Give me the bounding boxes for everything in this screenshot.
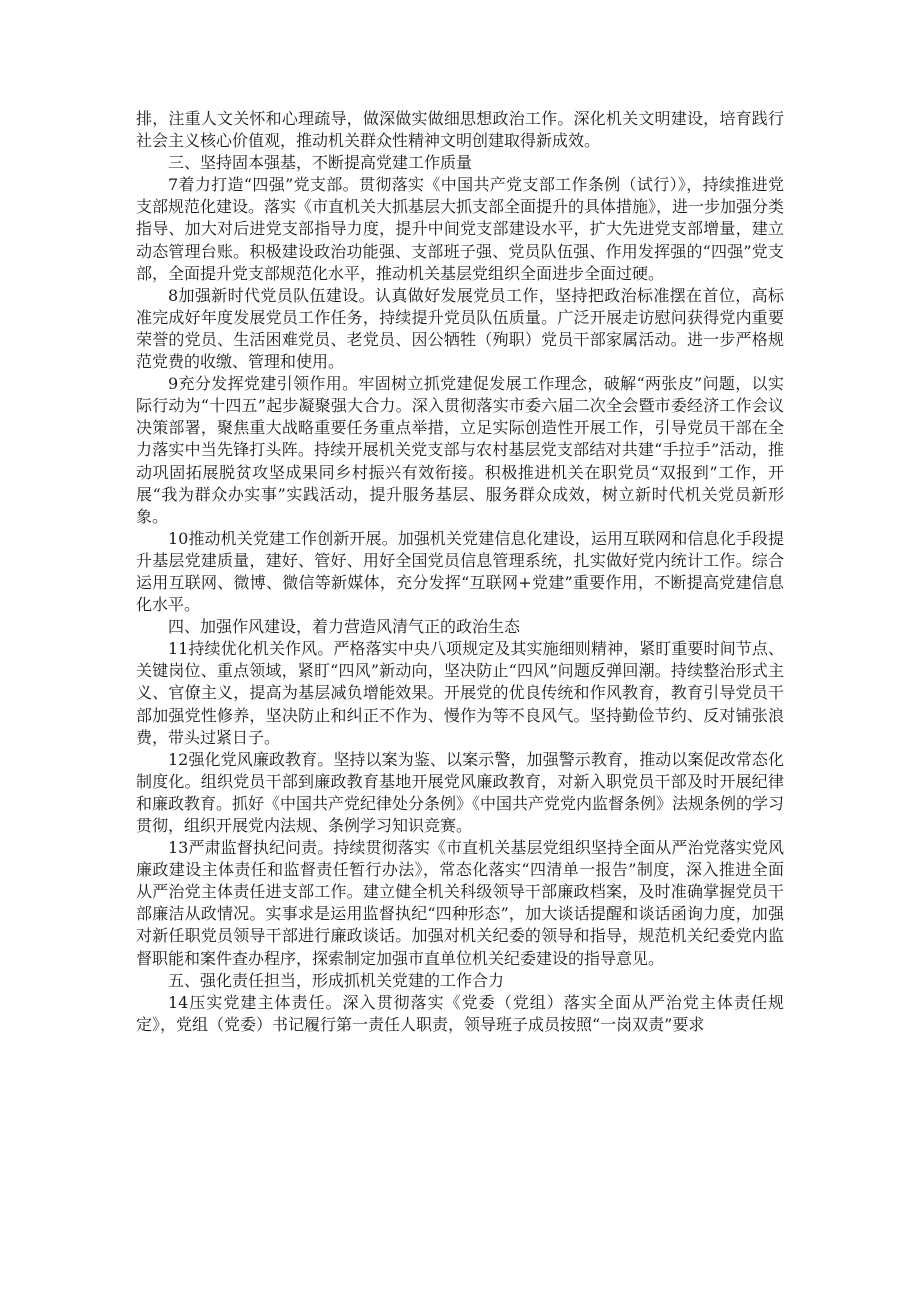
document-page [136, 108, 784, 1036]
paragraph-item-7: 7着力打造“四强”党支部。贯彻落实《中国共产党支部工作条例（试行）》，持续推进党支部规范化建设。落实《市直机关大抓基层大抓支部全面提升的具体措施》，进一步加强分类指导、加大对后进党支部指导力度，提升中间党支部建设水平，扩大先进党支部增量，建立动态管理台账。积极建设政治功能强、支部班子强、党员队伍强、作用发挥强的“四强”党支部，全面提升党支部规范化水平，推动机关基层党组织全面进步全面过硬。 [136, 175, 785, 283]
paragraph-item-8: 8加强新时代党员队伍建设。认真做好发展党员工作，坚持把政治标准摆在首位，高标准完成好年度发展党员工作任务，持续提升党员队伍质量。广泛开展走访慰问获得党内重要荣誉的党员、生活困难党员、老党员、因公牺牲（殉职）党员干部家属活动。进一步严格规范党费的收缴、管理和使用。 [136, 285, 784, 372]
section-heading-5: 五、强化责任担当，形成抓机关党建的工作合力 [168, 970, 505, 990]
paragraph-item-9: 9充分发挥党建引领作用。牢固树立抓党建促发展工作理念，破解“两张皮”问题，以实际行动为“十四五”起步凝聚强大合力。深入贯彻落实市委六届二次全会暨市委经济工作会议决策部署，聚焦重大战略重要任务重点举措，立足实际创造性开展工作，引导党员干部在全力落实中当先锋打头阵。持续开展机关党支部与农村基层党支部结对共建“手拉手”活动，推动巩固拓展脱贫攻坚成果同乡村振兴有效衔接。积极推进机关在职党员“双报到”工作，开展“我为群众办实事”实践活动，提升服务基层、服务群众成效，树立新时代机关党员新形象。 [136, 374, 784, 526]
section-heading-3: 三、坚持固本强基，不断提高党建工作质量 [168, 153, 473, 173]
paragraph-item-13: 13严肃监督执纪问责。持续贯彻落实《市直机关基层党组织坚持全面从严治党落实党风廉政建设主体责任和监督责任暂行办法》，常态化落实“四清单一报告”制度，深入推进全面从严治党主体责任进支部工作。建立健全机关科级领导干部廉政档案，及时准确掌握党员干部廉洁从政情况。实事求是运用监督执纪“四种形态”，加大谈话提醒和谈话函询力度，加强对新任职党员领导干部进行廉政谈话。加强对机关纪委的领导和指导，规范机关纪委党内监督职能和案件查办程序，探索制定加强市直单位机关纪委建设的指导意见。 [136, 838, 784, 968]
paragraph-item-12: 12强化党风廉政教育。坚持以案为鉴、以案示警，加强警示教育，推动以案促改常态化制度化。组织党员干部到廉政教育基地开展党风廉政教育，对新入职党员干部及时开展纪律和廉政教育。抓好《中国共产党纪律处分条例》《中国共产党党内监督条例》法规条例的学习贯彻，组织开展党内法规、条例学习知识竞赛。 [136, 749, 785, 835]
paragraph-item-14: 14压实党建主体责任。深入贯彻落实《党委（党组）落实全面从严治党主体责任规定》，党组（党委）书记履行第一责任人职责，领导班子成员按照“一岗双责”要求 [136, 992, 784, 1034]
paragraph-item-10: 10推动机关党建工作创新开展。加强机关党建信息化建设，运用互联网和信息化手段提升基层党建质量，建好、管好、用好全国党员信息管理系统，扎实做好党内统计工作。综合运用互联网、微博、微信等新媒体，充分发挥“互联网+党建”重要作用，不断提高党建信息化水平。 [136, 528, 784, 615]
section-heading-4: 四、加强作风建设，着力营造风清气正的政治生态 [168, 617, 521, 637]
paragraph-continuation: 排，注重人文关怀和心理疏导，做深做实做细思想政治工作。深化机关文明建设，培育践行社会主义核心价值观，推动机关群众性精神文明创建取得新成效。 [136, 109, 784, 151]
paragraph-item-11: 11持续优化机关作风。严格落实中央八项规定及其实施细则精神，紧盯重要时间节点、关键岗位、重点领域，紧盯“四风”新动向，坚决防止“四风”问题反弹回潮。持续整治形式主义、官僚主义，提高为基层减负增能效果。开展党的优良传统和作风教育，教育引导党员干部加强党性修养，坚决防止和纠正不作为、慢作为等不良风气。坚持勤俭节约、反对铺张浪费，带头过紧日子。 [136, 639, 784, 747]
